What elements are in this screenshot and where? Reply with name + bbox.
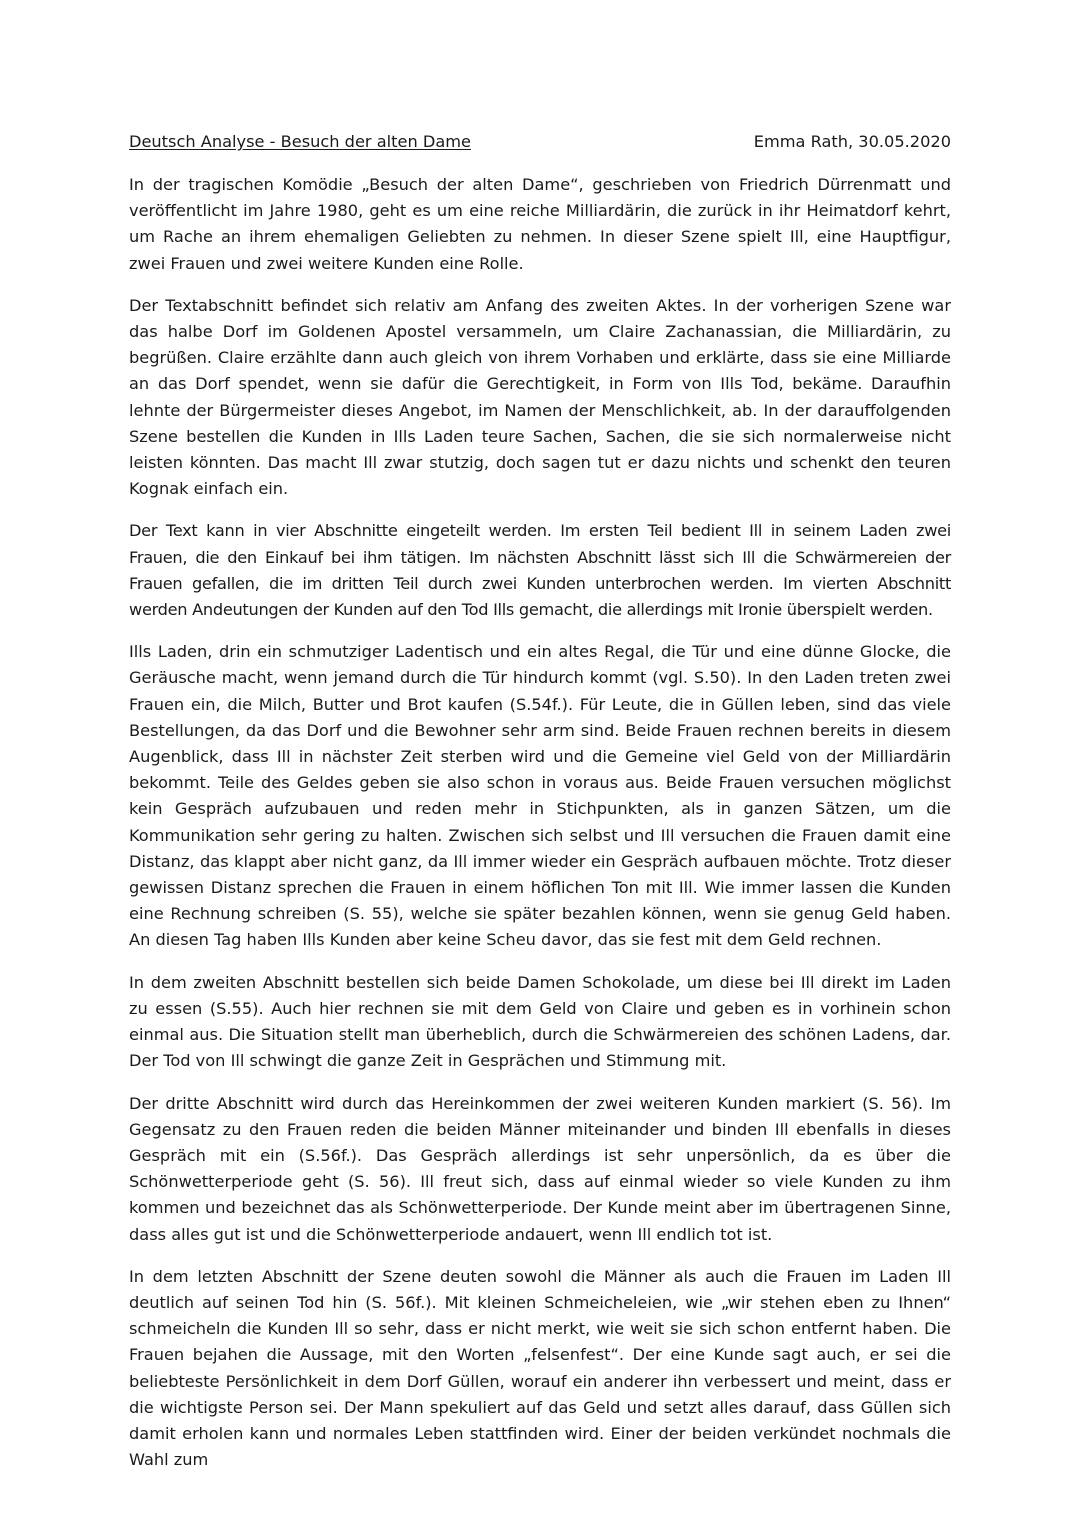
paragraph-context: Der Textabschnitt befindet sich relativ am Anfang des zweiten Aktes. In der vorherigen Szene war das halbe Dorf im Goldenen Apostel versammeln, um Claire Zachanassian, die Milliardärin, zu begrüßen. Claire erzählte dann auch gleich von ihrem Vorhaben und erklärte, dass sie eine Milliarde an das Dorf spendet, wenn sie dafür die Gerechtigkeit, in Form von Ills Tod, bekäme. Daraufhin lehnte der Bürgermeister dieses Angebot, im Namen der Menschlichkeit, ab. In der darauffolgenden Szene bestellen die Kunden in Ills Laden teure Sachen, Sachen, die sie sich normalerweise nicht leisten könnten. Das macht Ill zwar stutzig, doch sagen tut er dazu nichts und schenkt den teuren Kognak einfach ein. [129, 295, 951, 499]
paragraph-structure: Der Text kann in vier Abschnitte eingeteilt werden. Im ersten Teil bedient Ill in seinem Laden zwei Frauen, die den Einkauf bei ihm tätigen. Im nächsten Abschnitt lässt sich Ill die Schwärmereien der Frauen gefallen, die im dritten Teil durch zwei Kunden unterbrochen werden. Im vierten Abschnitt werden Andeutungen der Kunden auf den Tod Ills gemacht, die allerdings mit Ironie überspielt werden. [129, 521, 951, 620]
paragraph-intro: In der tragischen Komödie „Besuch der alten Dame“, geschrieben von Friedrich Dürrenmatt und veröffentlicht im Jahre 1980, geht es um eine reiche Milliardärin, die zurück in ihr Heimatdorf kehrt, um Rache an ihrem ehemaligen Geliebten zu nehmen. In dieser Szene spielt Ill, eine Hauptfigur, zwei Frauen und zwei weitere Kunden eine Rolle. [129, 175, 951, 273]
author-date: Emma Rath, 30.05.2020 [753, 132, 951, 151]
paragraph-section-1: Ills Laden, drin ein schmutziger Ladentisch und ein altes Regal, die Tür und eine dünne Glocke, die Geräusche macht, wenn jemand durch die Tür hindurch kommt (vgl. S.50). In den Laden treten zwei Frauen ein, die Milch, Butter und Brot kaufen (S.54f.). Für Leute, die in Güllen leben, sind das viele Bestellungen, da das Dorf und die Bewohner sehr arm sind. Beide Frauen rechnen bereits in diesem Augenblick, dass Ill in nächster Zeit sterben wird und die Gemeine viel Geld von der Milliardärin bekommt. Teile des Geldes geben sie also schon in voraus aus. Beide Frauen versuchen möglichst kein Gespräch aufzubauen und reden mehr in Stichpunkten, als in ganzen Sätzen, um die Kommunikation sehr gering zu halten. Zwischen sich selbst und Ill versuchen die Frauen damit eine Distanz, das klappt aber nicht ganz, da Ill immer wieder ein Gespräch aufbauen möchte. Trotz dieser gewissen Distanz sprechen die Frauen in einem höflichen Ton mit Ill. Wie immer lassen die Kunden eine Rechnung schreiben (S. 55), welche sie später bezahlen können, wenn sie genug Geld haben. An diesen Tag haben Ills Kunden aber keine Scheu davor, das sie fest mit dem Geld rechnen. [129, 642, 951, 950]
paragraph-section-4: In dem letzten Abschnitt der Szene deuten sowohl die Männer als auch die Frauen im Laden Ill deutlich auf seinen Tod hin (S. 56f.). Mit kleinen Schmeicheleien, wie „wir stehen eben zu Ihnen“ schmeicheln die Kunden Ill so sehr, dass er nicht merkt, wie weit sie sich schon entfernt haben. Die Frauen bejahen die Aussage, mit den Worten „felsenfest“. Der eine Kunde sagt auch, er sei die beliebteste Persönlichkeit in dem Dorf Güllen, worauf ein anderer ihn verbessert und meint, dass er die wichtigste Person sei. Der Mann spekuliert auf das Geld und setzt alles darauf, dass Güllen sich damit erholen kann und normales Leben stattfinden wird. Einer der beiden verkündet nochmals die Wahl zum [129, 1266, 951, 1470]
document-page [129, 130, 951, 1489]
document-title: Deutsch Analyse - Besuch der alten Dame [129, 132, 471, 151]
paragraph-section-2: In dem zweiten Abschnitt bestellen sich beide Damen Schokolade, um diese bei Ill direkt im Laden zu essen (S.55). Auch hier rechnen sie mit dem Geld von Claire und geben es in vorhinein schon einmal aus. Die Situation stellt man überheblich, durch die Schwärmereien des schönen Ladens, dar. Der Tod von Ill schwingt die ganze Zeit in Gesprächen und Stimmung mit. [129, 972, 951, 1071]
paragraph-section-3: Der dritte Abschnitt wird durch das Hereinkommen der zwei weiteren Kunden markiert (S. 56). Im Gegensatz zu den Frauen reden die beiden Männer miteinander und binden Ill ebenfalls in dieses Gespräch mit ein (S.56f.). Das Gespräch allerdings ist sehr unpersönlich, da es über die Schönwetterperiode geht (S. 56). Ill freut sich, dass auf einmal wieder so viele Kunden zu ihm kommen und bezeichnet das als Schönwetterperiode. Der Kunde meint aber im übertragenen Sinne, dass alles gut ist und die Schönwetterperiode andauert, wenn Ill endlich tot ist. [129, 1093, 951, 1244]
document-header [129, 130, 951, 154]
